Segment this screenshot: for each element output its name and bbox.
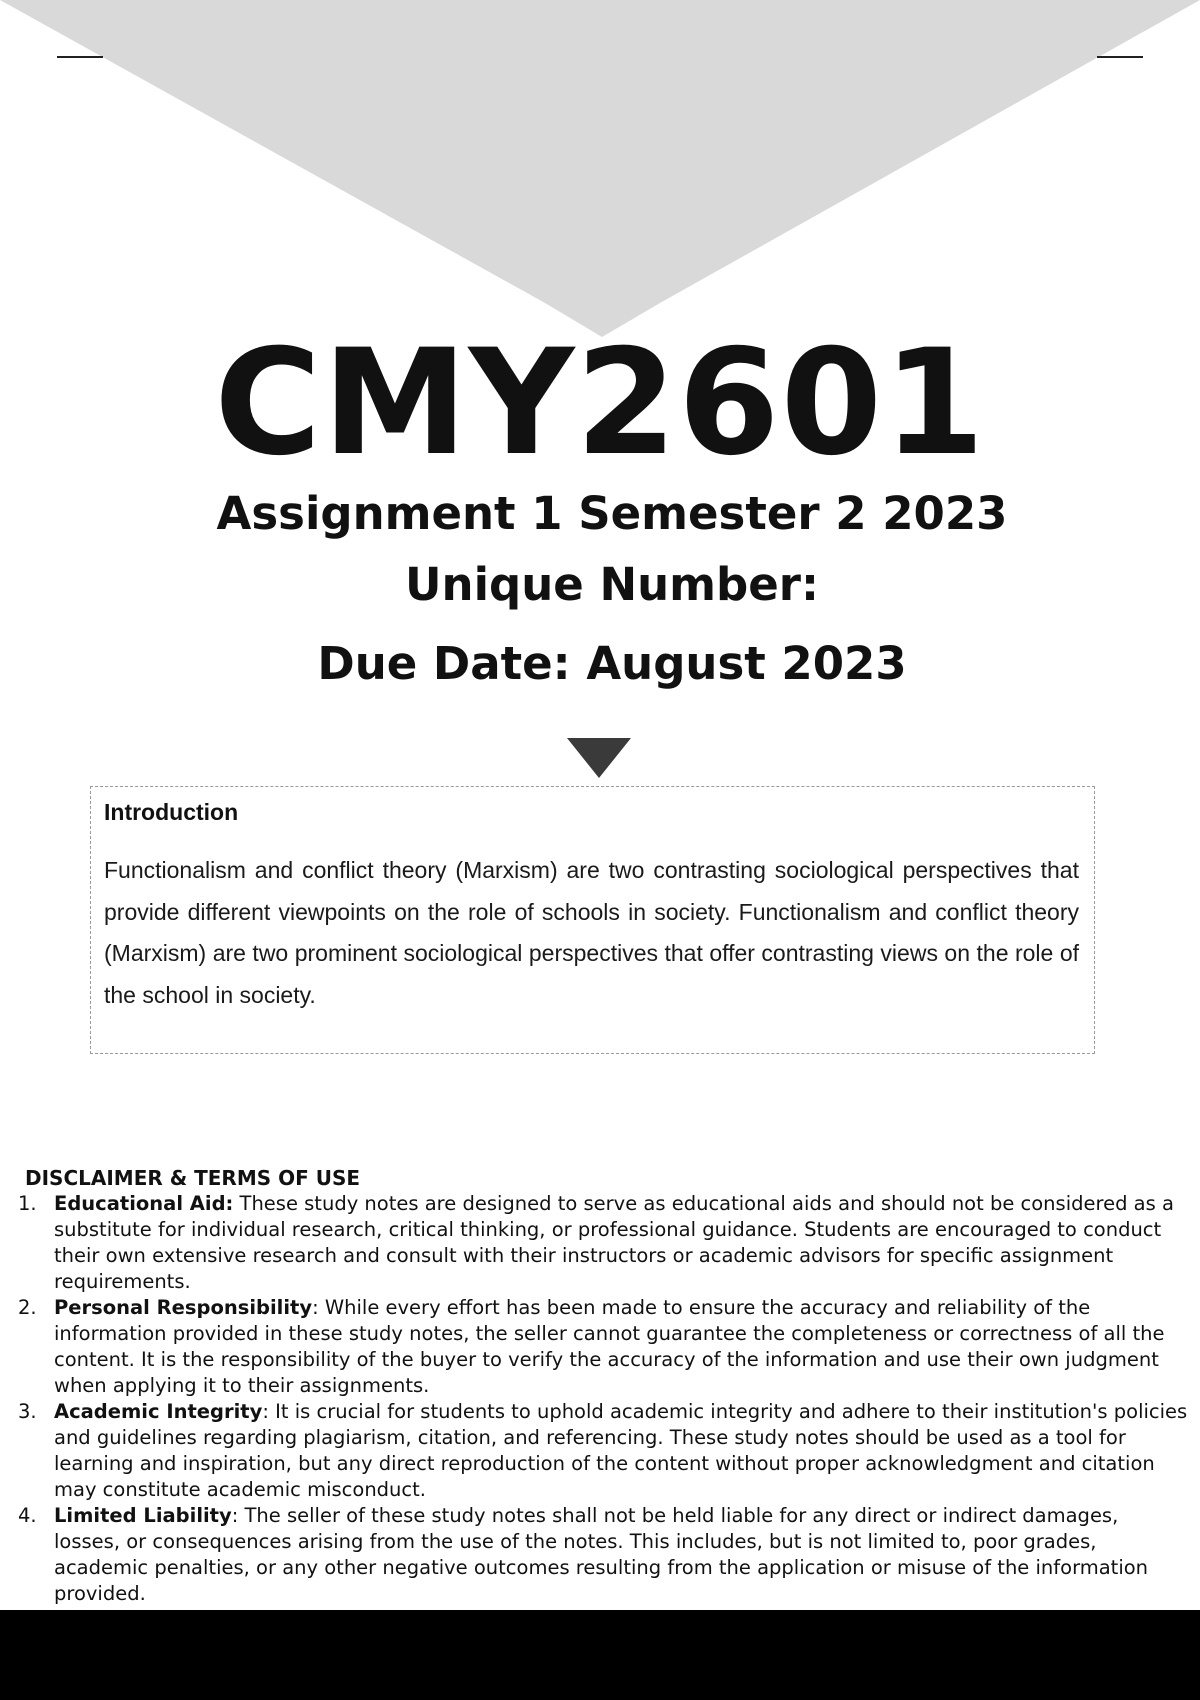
due-date-label: Due Date: August 2023 xyxy=(317,637,907,690)
corner-rule-left xyxy=(57,56,103,58)
footer-bar xyxy=(0,1610,1200,1700)
introduction-body: Functionalism and conflict theory (Marxism) are two contrasting sociological perspectives that provide different viewpoints on the role of schools in society. Functionalism and conflict theory (Marxism) are two prominent sociological perspectives that offer contrasting views on the role of the school in society. xyxy=(104,857,1079,1008)
corner-rule-right xyxy=(1097,56,1143,58)
introduction-box xyxy=(90,786,1095,1054)
term-text: These study notes are designed to serve as educational aids and should not be considered as a substitute for individual research, critical thinking, or professional guidance. Students are encouraged to conduct their own extensive research and consult with their instructors or academic advisors for specific assignment requirements. xyxy=(54,1192,1174,1293)
term-text: : It is crucial for students to uphold academic integrity and adhere to their institution's policies and guidelines regarding plagiarism, citation, and referencing. These study notes should be used as a tool for learning and inspiration, but any direct reproduction of the content without proper acknowledgment and citation may constitute academic misconduct. xyxy=(54,1400,1188,1501)
term-heading: Academic Integrity xyxy=(54,1400,263,1423)
term-item-limited-liability xyxy=(0,1503,1200,1607)
term-item-personal-responsibility xyxy=(0,1295,1200,1399)
unique-number-label: Unique Number: xyxy=(405,558,819,611)
term-heading: Personal Responsibility xyxy=(54,1296,313,1319)
down-arrow-icon xyxy=(567,738,631,778)
term-item-academic-integrity xyxy=(0,1399,1200,1503)
course-code-title: CMY2601 xyxy=(214,318,986,488)
assignment-title: Assignment 1 Semester 2 2023 xyxy=(216,487,1008,540)
introduction-heading: Introduction xyxy=(104,799,239,825)
term-text: : The seller of these study notes shall not be held liable for any direct or indirect damages, losses, or consequences arising from the use of the notes. This includes, but is not limited to, poor grades, academic penalties, or any other negative outcomes resulting from the application or misuse of the information provided. xyxy=(54,1504,1149,1605)
term-number: 1. xyxy=(18,1192,37,1215)
term-heading: Limited Liability xyxy=(54,1504,232,1527)
term-heading: Educational Aid: xyxy=(54,1192,234,1215)
term-item-educational-aid xyxy=(0,1191,1200,1295)
disclaimer-title: DISCLAIMER & TERMS OF USE xyxy=(25,1166,361,1190)
banner-shape xyxy=(0,0,1200,303)
cover-banner xyxy=(0,0,1200,340)
term-text: : While every effort has been made to ensure the accuracy and reliability of the information provided in these study notes, the seller cannot guarantee the completeness or correctness of all the content. It is the responsibility of the buyer to verify the accuracy of the information and use their own judgment when applying it to their assignments. xyxy=(54,1296,1165,1397)
terms-list xyxy=(0,1191,1200,1607)
term-number: 4. xyxy=(18,1504,37,1527)
term-number: 2. xyxy=(18,1296,37,1319)
term-number: 3. xyxy=(18,1400,37,1423)
